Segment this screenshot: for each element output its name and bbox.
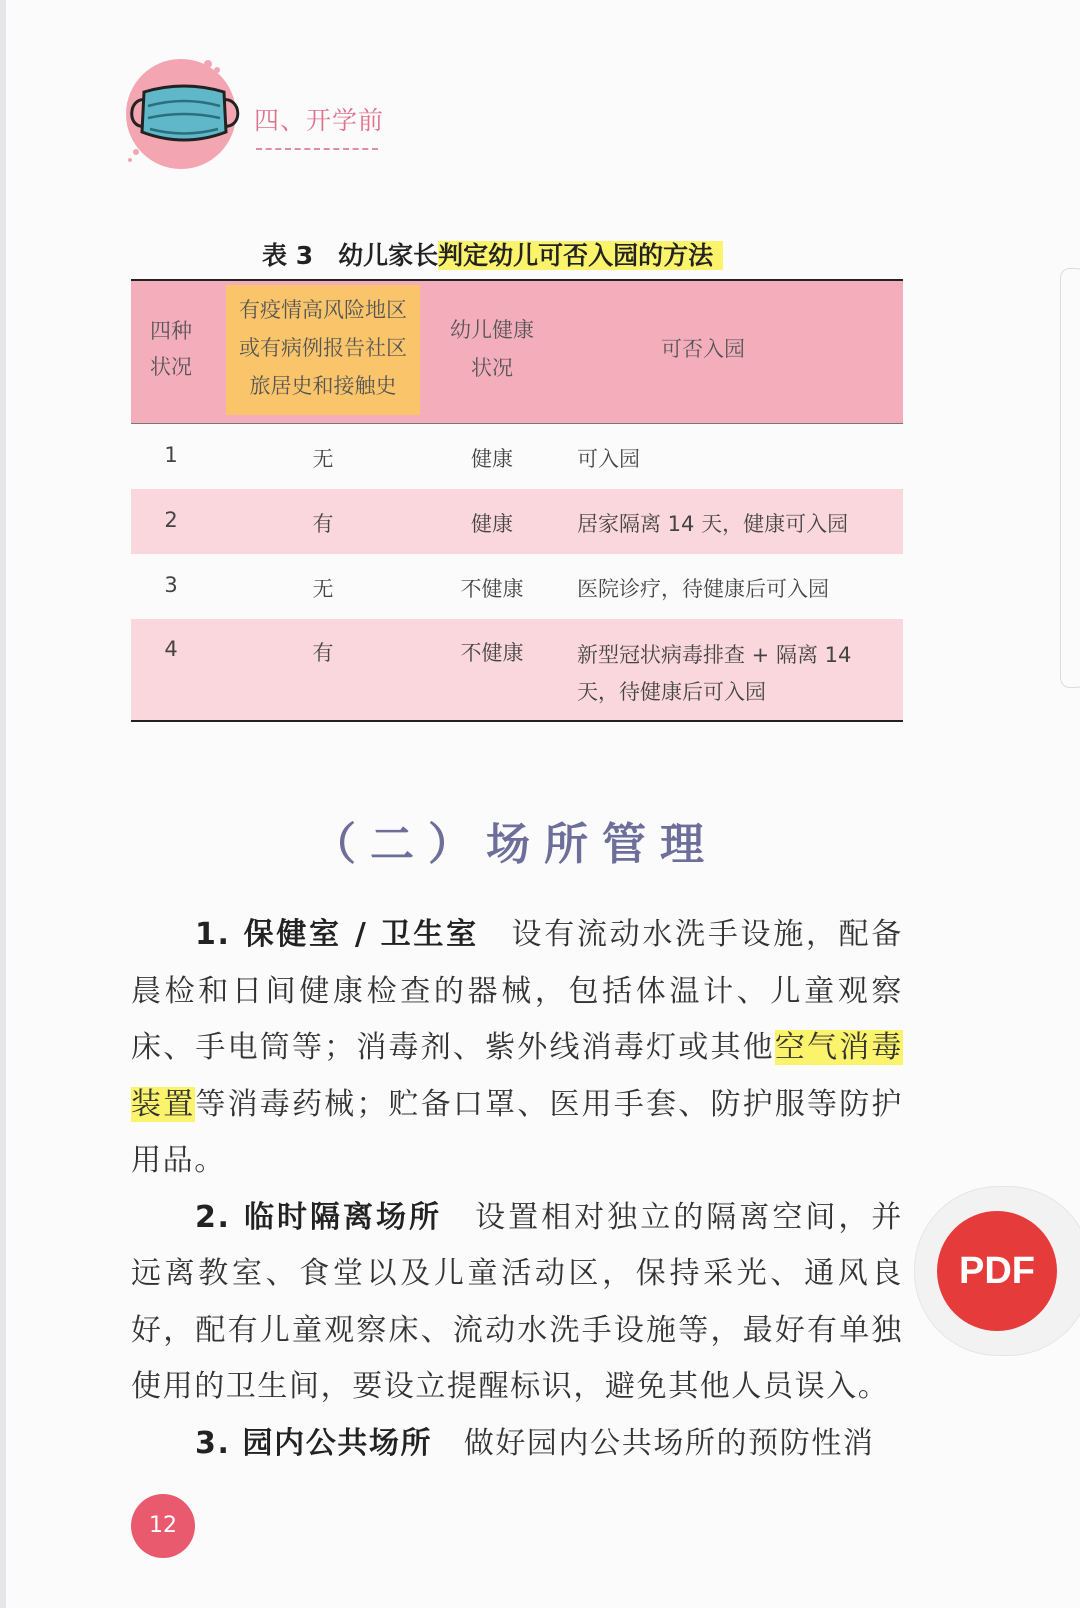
header-line: 四种 — [150, 319, 192, 343]
face-mask-icon — [124, 56, 254, 176]
paragraph-text: 等消毒药械；贮备口罩、医用手套、防护服等防护用品。 — [131, 1086, 904, 1178]
admission-table — [131, 279, 903, 722]
table-row — [131, 489, 903, 554]
row-num: 3 — [164, 573, 178, 597]
paragraph-public-area — [131, 1416, 903, 1473]
header-dash-divider — [256, 148, 378, 150]
row-result: 医院诊疗，待健康后可入园 — [577, 577, 829, 601]
table-caption — [262, 236, 723, 272]
row-exposure: 有 — [312, 641, 334, 665]
body-text — [131, 907, 903, 1472]
table-header-row — [131, 281, 903, 424]
header-line: 或有病例报告社区 — [239, 336, 407, 360]
paragraph-lead: 3. 园内公共场所 — [195, 1425, 433, 1461]
row-health: 健康 — [471, 512, 513, 536]
header-line: 有疫情高风险地区 — [239, 298, 407, 322]
header-cell-exposure — [226, 291, 420, 405]
row-result — [577, 637, 897, 711]
paragraph-text: 设置相对独立的隔离空间，并远离教室、食堂以及儿童活动区，保持采光、通风良好，配有儿童观察床、流动水洗手设施等，最好有单独使用的卫生间，要设立提醒标识，避免其他人员误入。 — [131, 1199, 903, 1404]
paragraph-lead: 2. 临时隔离场所 — [195, 1199, 443, 1235]
paragraph-isolation-area — [131, 1190, 903, 1416]
header-cell-situation — [131, 313, 211, 385]
paragraph-text: 设有流动水洗手设施，配备晨检和日间健康检查的器械，包括体温计、儿童观察床、手电筒等；消毒剂、紫外线消毒灯或其他 — [131, 917, 903, 1065]
header-line: 旅居史和接触史 — [249, 374, 397, 398]
section-header-title: 四、开学前 — [254, 106, 385, 135]
header-line: 状况 — [150, 355, 192, 379]
row-exposure: 有 — [312, 512, 334, 536]
row-exposure: 无 — [312, 447, 334, 471]
header-cell-admission: 可否入园 — [661, 337, 745, 361]
table-bottom-rule — [131, 720, 903, 722]
paragraph-health-room — [131, 907, 903, 1190]
table-caption-prefix: 表 3 幼儿家长 — [262, 241, 439, 270]
row-result-line: 天，待健康后可入园 — [577, 680, 766, 704]
table-caption-highlight: 判定幼儿可否入园的方法 — [438, 241, 723, 270]
paragraph-highlight: 空气消毒装置 — [131, 1030, 904, 1122]
page-number-badge: 12 — [131, 1494, 195, 1558]
paragraph-text: 做好园内公共场所的预防性消 — [432, 1425, 875, 1461]
row-health: 不健康 — [460, 641, 524, 665]
header-cell-health — [437, 311, 547, 387]
table-row — [131, 619, 903, 720]
row-health: 不健康 — [460, 577, 524, 601]
row-result: 居家隔离 14 天，健康可入园 — [577, 512, 849, 536]
row-health: 健康 — [471, 447, 513, 471]
paragraph-lead: 1. 保健室 / 卫生室 — [195, 917, 479, 952]
section-header — [124, 56, 424, 176]
section-title: （二）场所管理 — [312, 819, 718, 870]
table-row — [131, 424, 903, 489]
row-num: 4 — [164, 637, 178, 661]
header-line: 幼儿健康 — [450, 318, 534, 342]
table-row — [131, 554, 903, 619]
row-result-line: 新型冠状病毒排查 + 隔离 14 — [577, 643, 852, 667]
row-exposure: 无 — [312, 577, 334, 601]
pdf-button[interactable]: PDF — [937, 1211, 1057, 1331]
page-left-edge — [0, 0, 6, 1608]
row-num: 2 — [164, 508, 178, 532]
pdf-button-container — [914, 1186, 1080, 1356]
header-line: 状况 — [471, 356, 513, 380]
row-num: 1 — [164, 443, 178, 467]
scrollbar-thumb[interactable] — [1060, 268, 1080, 688]
row-result: 可入园 — [577, 447, 640, 471]
